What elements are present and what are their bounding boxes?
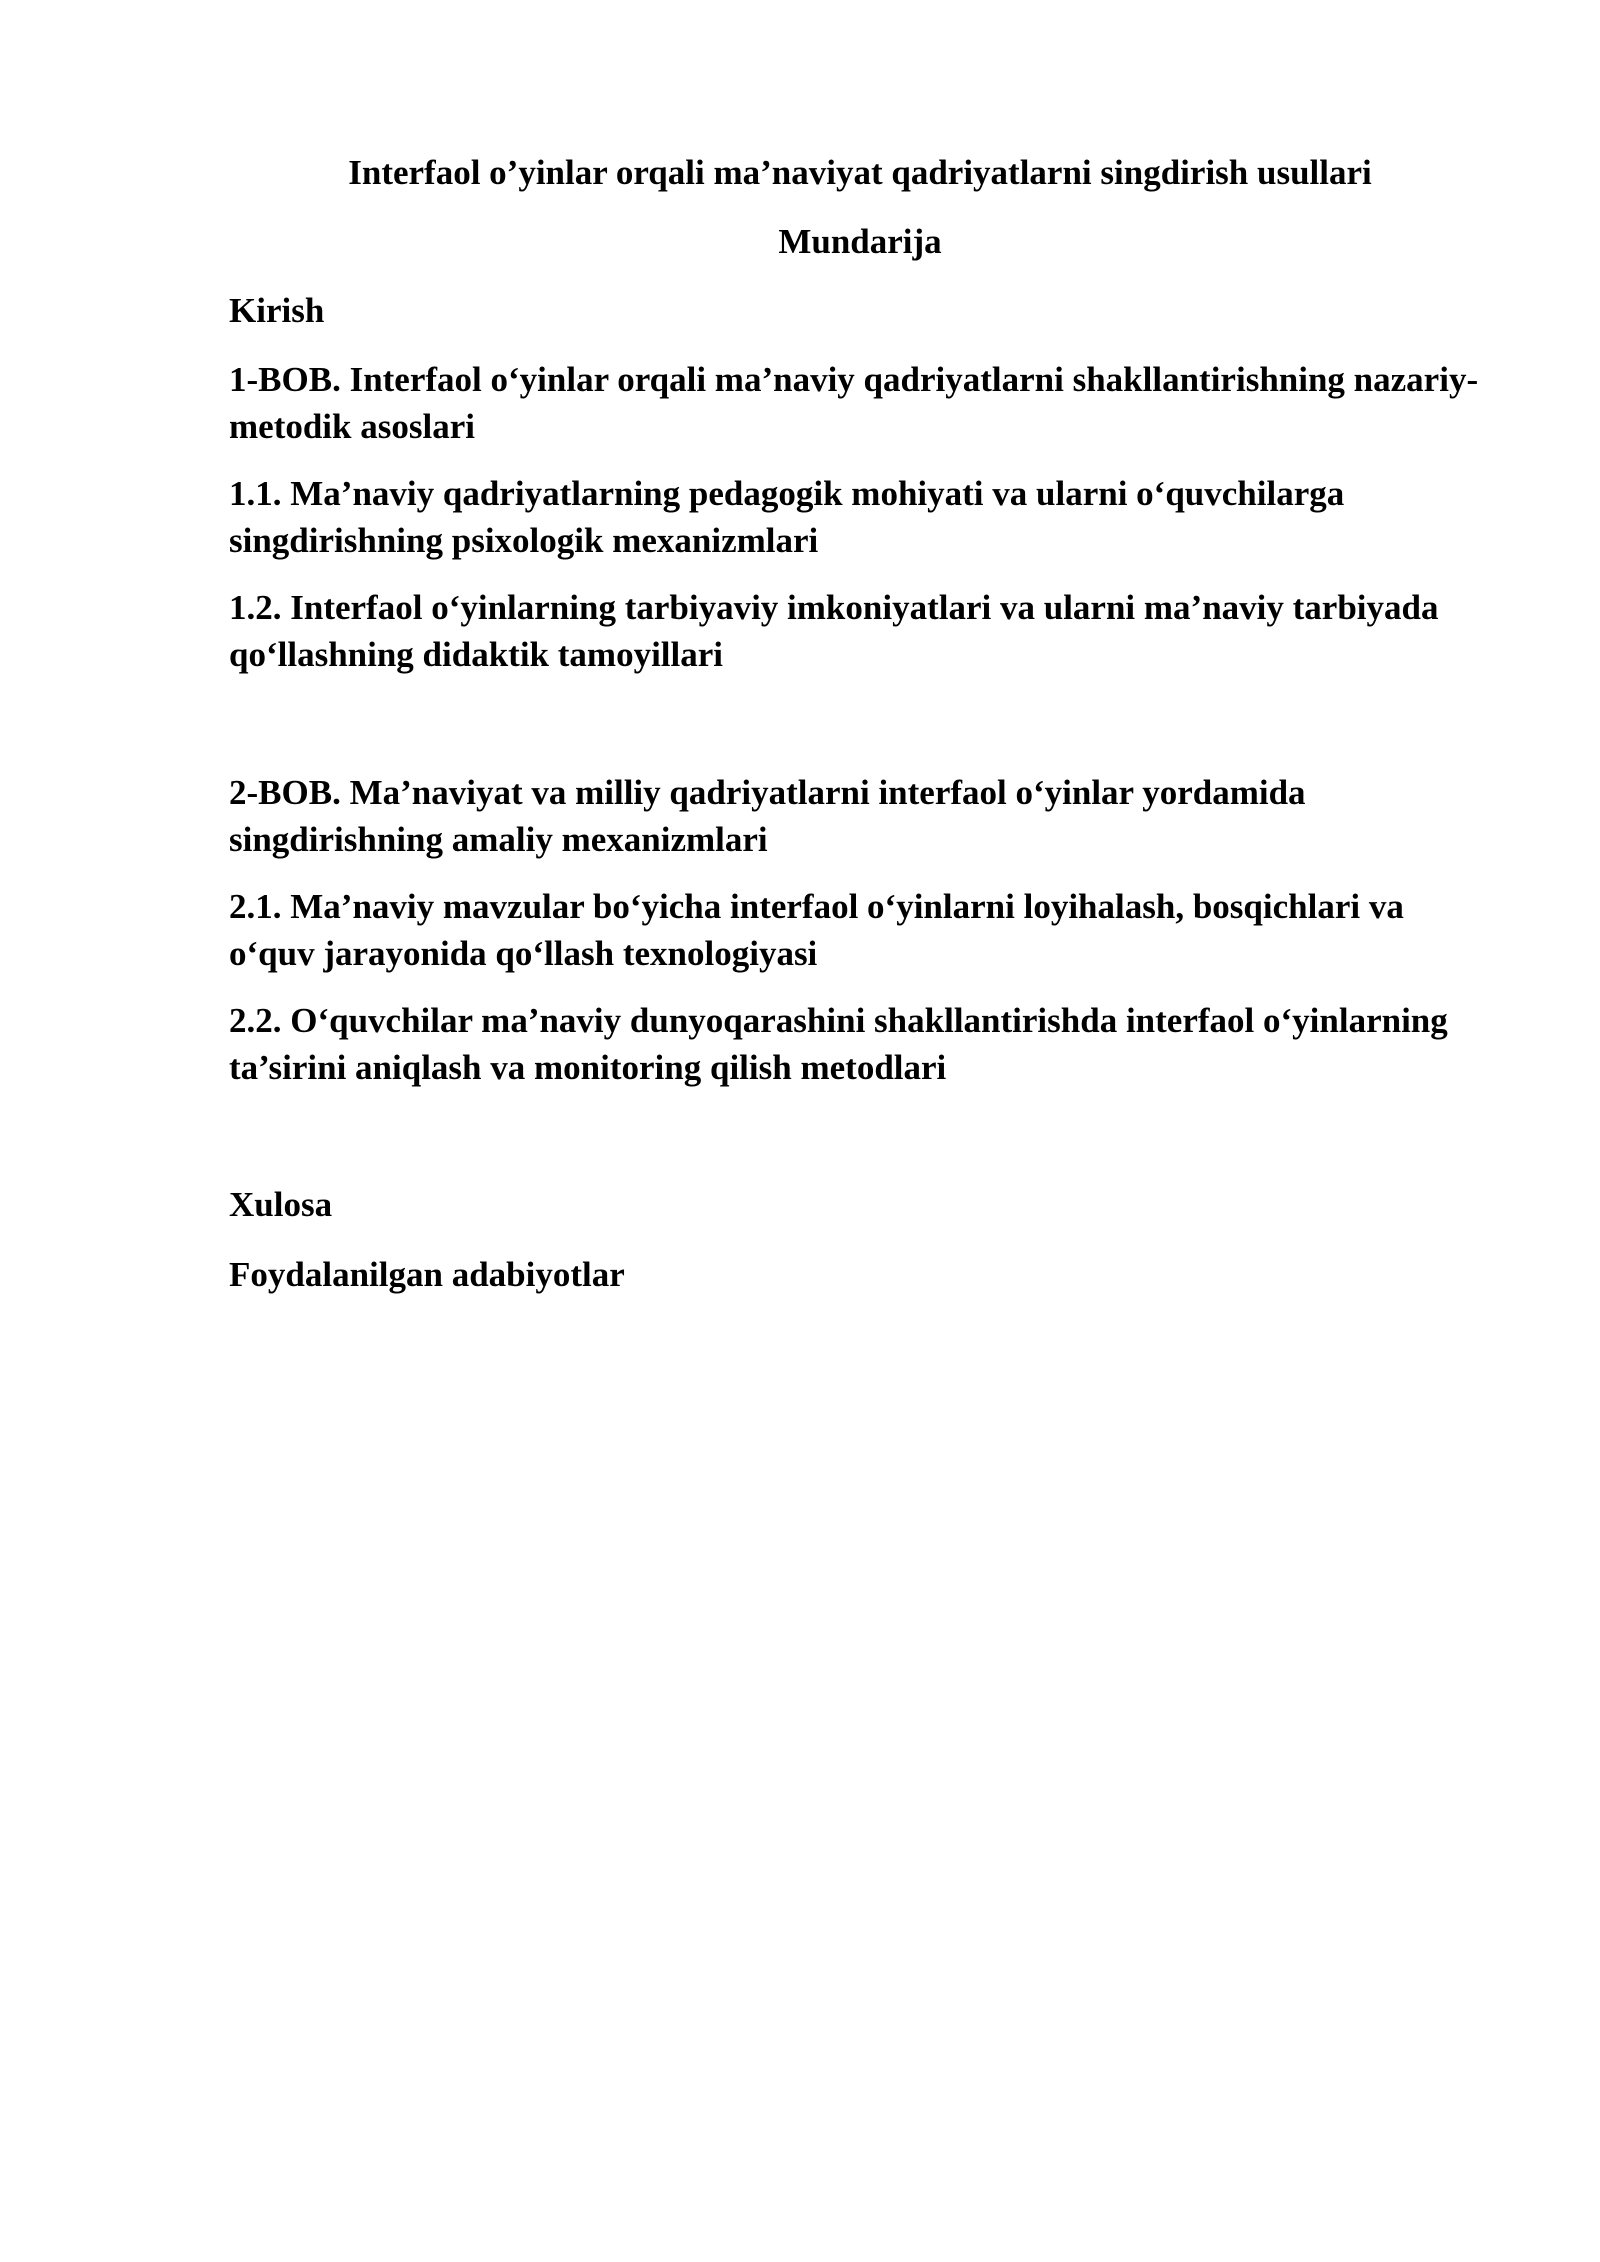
toc-entry-section-2-1: 2.1. Ma’naviy mavzular bo‘yicha interfaol o‘yinlarni loyihalash, bosqichlari va o‘quv jarayonida qo‘llash texnologiyasi [229, 887, 1404, 973]
document-title: Interfaol o’yinlar orqali ma’naviyat qadriyatlarni singdirish usullari [348, 153, 1372, 192]
toc-entry-section-2-2: 2.2. O‘quvchilar ma’naviy dunyoqarashini shakllantirishda interfaol o‘yinlarning ta’sirini aniqlash va monitoring qilish metodlari [229, 1001, 1448, 1087]
toc-entry-section-1-1: 1.1. Ma’naviy qadriyatlarning pedagogik mohiyati va ularni o‘quvchilarga singdirishning psixologik mexanizmlari [229, 474, 1345, 560]
toc-entry-adabiyotlar: Foydalanilgan adabiyotlar [229, 1255, 625, 1294]
toc-heading: Mundarija [778, 222, 942, 261]
toc-entry-xulosa: Xulosa [229, 1185, 333, 1224]
toc-entry-kirish: Kirish [229, 291, 325, 330]
toc-entry-section-1-2: 1.2. Interfaol o‘yinlarning tarbiyaviy imkoniyatlari va ularni ma’naviy tarbiyada qo‘llashning didaktik tamoyillari [229, 588, 1439, 674]
toc-entry-chapter-1: 1-BOB. Interfaol o‘yinlar orqali ma’naviy qadriyatlarni shakllantirishning nazariy-metodik asoslari [229, 360, 1479, 446]
toc-entry-chapter-2: 2-BOB. Ma’naviyat va milliy qadriyatlarni interfaol o‘yinlar yordamida singdirishning amaliy mexanizmlari [229, 773, 1306, 859]
